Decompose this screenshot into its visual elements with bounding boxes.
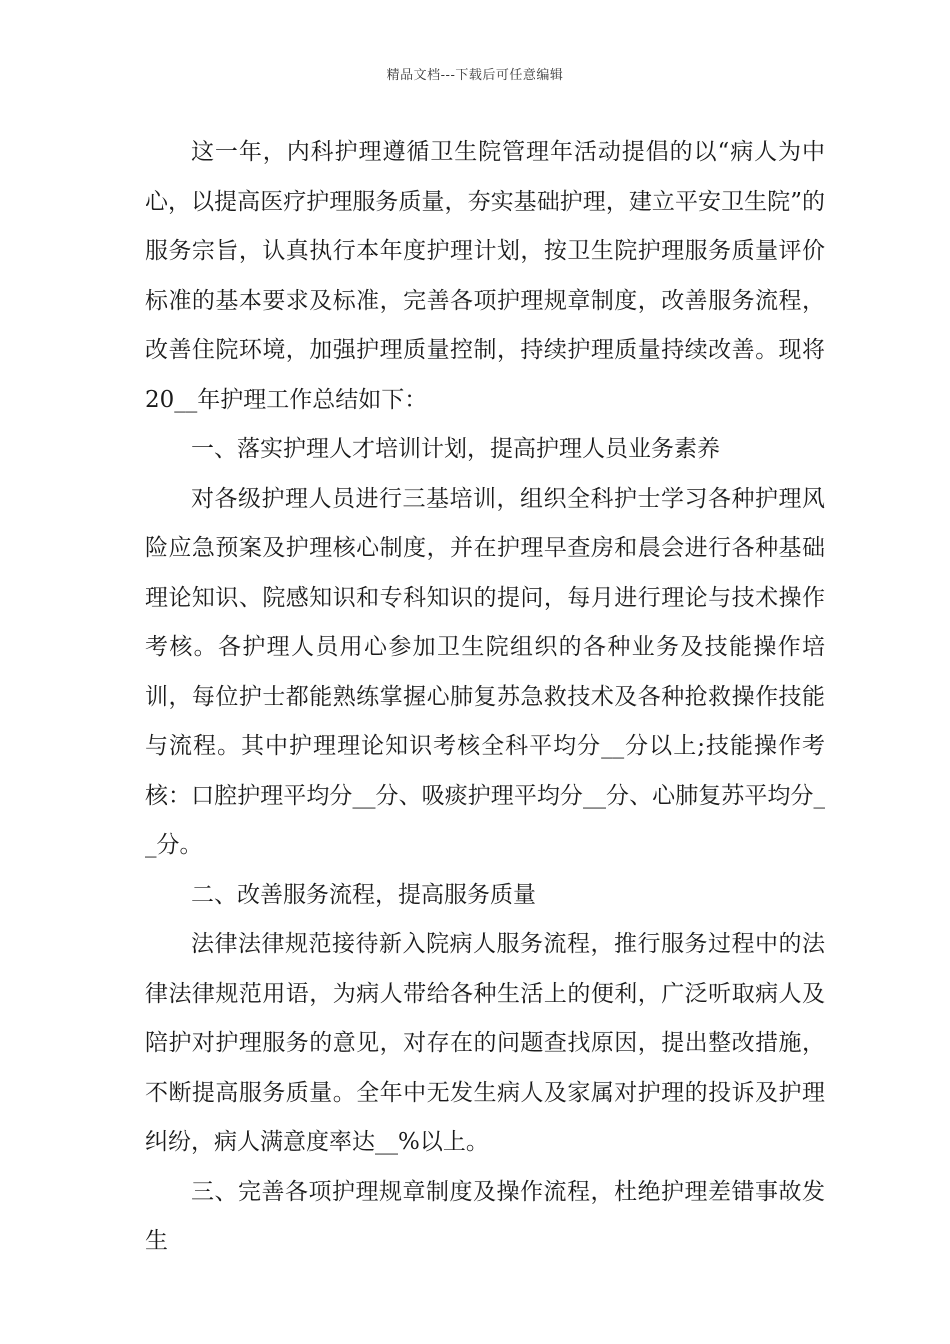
section-heading-3: 三、完善各项护理规章制度及操作流程，杜绝护理差错事故发生 (145, 1178, 825, 1254)
page-header: 精品文档---下载后可任意编辑 (386, 68, 564, 83)
section-heading-1: 一、落实护理人才培训计划，提高护理人员业务素养 (191, 436, 720, 462)
section-heading-2: 二、改善服务流程，提高服务质量 (191, 881, 536, 908)
paragraph-training: 对各级护理人员进行三基培训，组织全科护士学习各种护理风险应急预案及护理核心制度，并在护理早查房和晨会进行各种基础理论知识、院感知识和专科知识的提问，每月进行理论与技术操作考核。各护理人员用心参加卫生院组织的各种业务及技能操作培训，每位护士都能熟练掌握心肺复苏急救技术及各种抢救操作技能与流程。其中护理理论知识考核全科平均分__分以上;技能操作考核：口腔护理平均分__分、吸痰护理平均分__分、心肺复苏平均分__分。 (145, 485, 825, 858)
document-body (145, 128, 825, 1267)
paragraph-intro: 这一年，内科护理遵循卫生院管理年活动提倡的以“病人为中心，以提高医疗护理服务质量，夯实基础护理，建立平安卫生院”的服务宗旨，认真执行本年度护理计划，按卫生院护理服务质量评价标准的基本要求及标准，完善各项护理规章制度，改善服务流程，改善住院环境，加强护理质量控制，持续护理质量持续改善。现将20__年护理工作总结如下： (145, 139, 825, 413)
paragraph-service: 法律法律规范接待新入院病人服务流程，推行服务过程中的法律法律规范用语，为病人带给各种生活上的便利，广泛听取病人及陪护对护理服务的意见，对存在的问题查找原因，提出整改措施，不断提高服务质量。全年中无发生病人及家属对护理的投诉及护理纠纷，病人满意度率达__%以上。 (145, 931, 825, 1155)
